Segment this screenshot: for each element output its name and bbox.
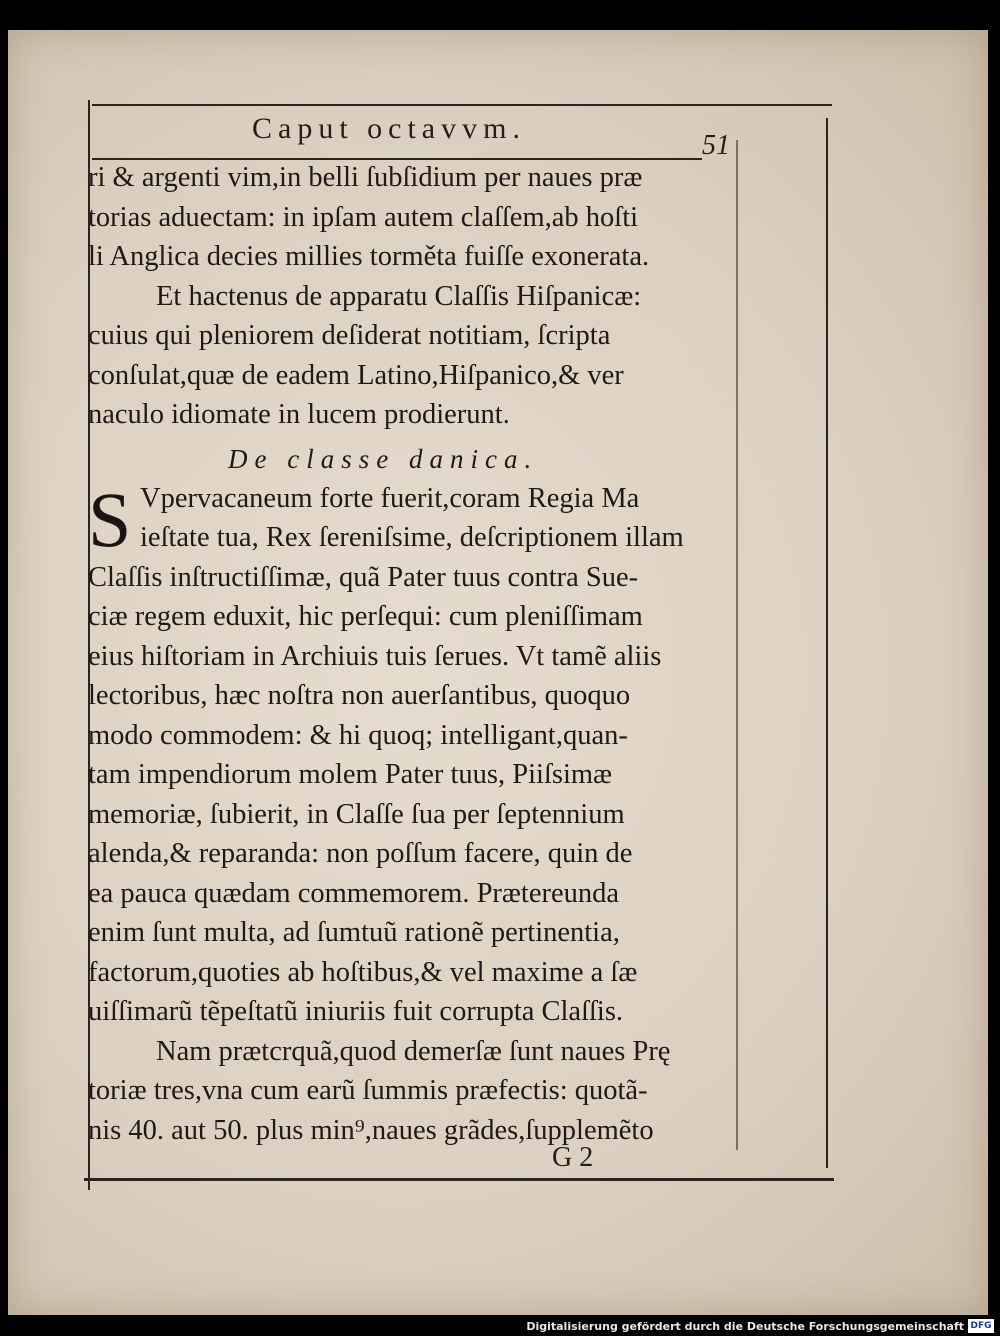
drop-cap-letter: S bbox=[88, 475, 132, 563]
text-line: Nam prætcrquã,quod demerſæ ſunt naues Prę bbox=[156, 1035, 671, 1067]
text-line: uiſſimarũ tẽpeſtatũ iniuriis fuit corrupta Claſſis. bbox=[88, 996, 624, 1027]
running-head: Caput octavvm. bbox=[252, 112, 526, 145]
text-line: modo commodem: & hi quoq; intelligant,quan- bbox=[88, 719, 628, 751]
text-line: conſulat,quæ de eadem Latino,Hiſpanico,& ver bbox=[88, 359, 624, 391]
text-line: toriæ tres,vna cum earũ ſummis præfectis: quotã- bbox=[88, 1075, 648, 1106]
text-line: naculo idiomate in lucem prodierunt. bbox=[88, 399, 510, 430]
text-line: lectoribus, hæc noſtra non auerſantibus, quoquo bbox=[88, 680, 631, 711]
page-number: 51 bbox=[702, 130, 730, 161]
bottom-rule bbox=[84, 1178, 834, 1181]
text-line: li Anglica decies millies torměta fuiſſe exonerata. bbox=[88, 241, 650, 272]
text-line: cuius qui pleniorem deſiderat notitiam, ſcripta bbox=[88, 320, 611, 351]
right-margin-rule bbox=[826, 118, 828, 1168]
text-line: enim ſunt multa, ad ſumtuũ rationẽ pertinentia, bbox=[88, 917, 620, 948]
footer-bar bbox=[0, 1315, 1000, 1336]
text-line: ieſtate tua, Rex ſereniſsime, deſcriptionem illam bbox=[140, 522, 684, 553]
text-line: nis 40. aut 50. plus min⁹,naues grãdes,ſupplemẽto bbox=[88, 1114, 654, 1146]
text-line: alenda,& reparanda: non poſſum facere, quin de bbox=[88, 838, 633, 869]
text-line: tam impendiorum molem Pater tuus, Piiſsimæ bbox=[88, 759, 613, 790]
text-line: eius hiſtoriam in Archiuis tuis ſerues. Vt tamẽ aliis bbox=[88, 640, 662, 672]
text-line: ciæ regem eduxit, hic perſequi: cum pleniſſimam bbox=[88, 601, 643, 632]
text-line: memoriæ, ſubierit, in Claſſe ſua per ſeptennium bbox=[88, 798, 625, 830]
text-block bbox=[88, 158, 728, 1150]
text-line: torias aduectam: in ipſam autem claſſem,ab hoſti bbox=[88, 201, 639, 233]
top-rule bbox=[92, 104, 832, 106]
signature-mark: G 2 bbox=[552, 1142, 594, 1173]
text-line: Vpervacaneum forte fuerit,coram Regia Ma bbox=[140, 482, 640, 514]
text-line: ea pauca quædam commemorem. Prætereunda bbox=[88, 877, 620, 909]
text-right-rule bbox=[736, 140, 738, 1150]
text-line: Claſſis inſtructiſſimæ, quã Pater tuus contra Sue- bbox=[88, 561, 639, 593]
dfg-logo: DFG bbox=[968, 1319, 994, 1333]
section-heading: De classe danica. bbox=[228, 443, 539, 474]
text-line: Et hactenus de apparatu Claſſis Hiſpanicæ: bbox=[156, 280, 642, 312]
text-line: ri & argenti vim,in belli ſubſidium per naues præ bbox=[88, 162, 643, 193]
funding-notice: Digitalisierung gefördert durch die Deutsche Forschungsgemeinschaft bbox=[526, 1320, 964, 1333]
text-line: factorum,quoties ab hoſtibus,& vel maxime a ſæ bbox=[88, 956, 638, 988]
